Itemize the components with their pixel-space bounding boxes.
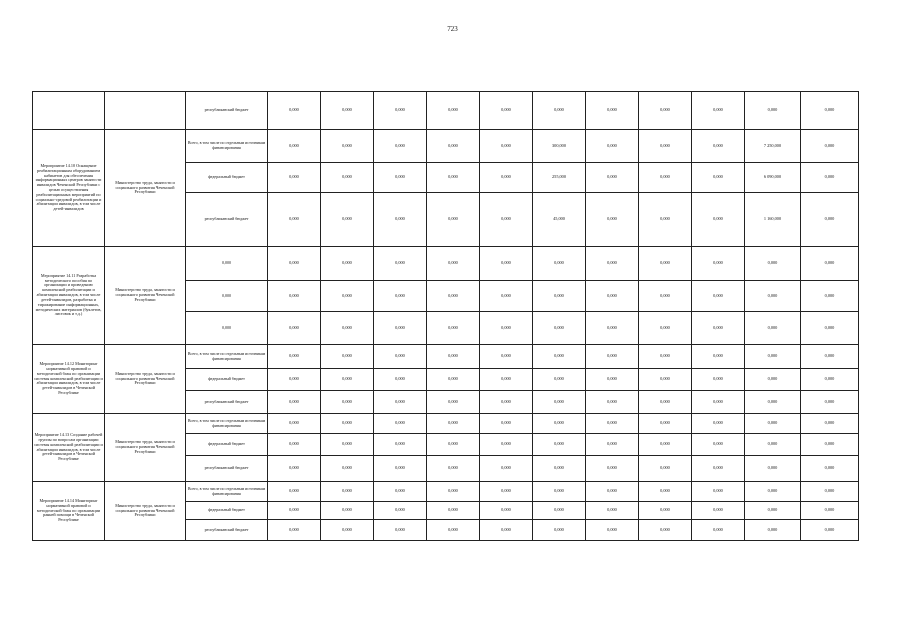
amount-cell: 0,000 [801, 247, 859, 281]
amount-cell: 0,000 [533, 92, 586, 130]
amount-cell: 0,000 [533, 312, 586, 345]
funding-source-cell: республиканский бюджет [186, 520, 268, 541]
amount-cell: 0,000 [374, 130, 427, 163]
amount-cell: 0,000 [427, 193, 480, 247]
funding-source-cell: Всего, в том числе по отдельным источникам финансирования [186, 414, 268, 434]
amount-cell: 0,000 [745, 247, 801, 281]
amount-cell: 0,000 [427, 502, 480, 520]
amount-cell: 0,000 [586, 456, 639, 482]
amount-cell: 0,000 [692, 414, 745, 434]
amount-cell: 0,000 [533, 247, 586, 281]
funding-source-cell: 0,000 [186, 247, 268, 281]
amount-cell: 0,000 [427, 369, 480, 391]
amount-cell: 0,000 [692, 520, 745, 541]
amount-cell: 0,000 [639, 434, 692, 456]
event-name-cell: Мероприятие 14.11 Разработка методического пособия по организации и проведению комплексной реабилитации и абилитации инвалидов, в том числе детей-инвалидов, разработка и тиражирование информационных, методических материалов (буклетов, листовок и т.д.) [33, 247, 105, 345]
amount-cell: 0,000 [427, 520, 480, 541]
funding-source-cell: Всего, в том числе по отдельным источникам финансирования [186, 482, 268, 502]
amount-cell: 0,000 [639, 193, 692, 247]
amount-cell: 0,000 [374, 502, 427, 520]
amount-cell: 0,000 [533, 482, 586, 502]
amount-cell: 0,000 [639, 130, 692, 163]
amount-cell: 0,000 [586, 482, 639, 502]
amount-cell: 0,000 [427, 92, 480, 130]
amount-cell: 0,000 [480, 247, 533, 281]
amount-cell: 0,000 [427, 391, 480, 414]
amount-cell: 300,000 [533, 130, 586, 163]
amount-cell: 0,000 [374, 520, 427, 541]
amount-cell: 0,000 [480, 434, 533, 456]
funding-source-cell: Всего, в том числе по отдельным источникам финансирования [186, 130, 268, 163]
amount-cell: 0,000 [268, 130, 321, 163]
executor-cell: Министерство труда, занятости и социального развития Чеченской Республики [105, 345, 186, 414]
table-row [33, 92, 859, 130]
amount-cell: 0,000 [321, 369, 374, 391]
table-row [33, 247, 859, 281]
event-name-cell: Мероприятие 14.10 Оснащение реабилитационным оборудованием кабинетов для обеспечения информационных центров занятости инвалидов Чеченской Республики с целью осуществления реабилитационных мероприятий по социально-средовой реабилитации и абилитации инвалидов, в том числе детей-инвалидов [33, 130, 105, 247]
amount-cell: 0,000 [801, 92, 859, 130]
budget-body [33, 92, 859, 541]
amount-cell: 0,000 [480, 369, 533, 391]
amount-cell: 0,000 [745, 414, 801, 434]
event-name-cell: Мероприятие 14.12 Мониторинг нормативной правовой и методической базы по организации системы комплексной реабилитации и абилитации инвалидов, в том числе детей-инвалидов в Чеченской Республике [33, 345, 105, 414]
amount-cell: 0,000 [480, 456, 533, 482]
funding-source-cell: Всего, в том числе по отдельным источникам финансирования [186, 345, 268, 369]
funding-source-cell: федеральный бюджет [186, 434, 268, 456]
amount-cell: 0,000 [745, 312, 801, 345]
amount-cell: 0,000 [427, 312, 480, 345]
amount-cell: 0,000 [480, 502, 533, 520]
amount-cell: 0,000 [268, 414, 321, 434]
amount-cell: 0,000 [321, 456, 374, 482]
amount-cell: 0,000 [374, 163, 427, 193]
amount-cell: 0,000 [801, 434, 859, 456]
event-name-cell: Мероприятие 14.13 Создание рабочей группы по вопросам организации системы комплексной реабилитации и абилитации инвалидов, в том числе детей-инвалидов в Чеченской Республике [33, 414, 105, 482]
amount-cell: 0,000 [745, 502, 801, 520]
amount-cell: 0,000 [268, 456, 321, 482]
amount-cell: 0,000 [427, 281, 480, 312]
amount-cell: 0,000 [268, 434, 321, 456]
amount-cell: 0,000 [801, 130, 859, 163]
amount-cell: 0,000 [533, 345, 586, 369]
amount-cell: 0,000 [639, 312, 692, 345]
amount-cell: 0,000 [639, 281, 692, 312]
funding-source-cell: федеральный бюджет [186, 502, 268, 520]
amount-cell: 0,000 [268, 92, 321, 130]
amount-cell: 0,000 [321, 502, 374, 520]
executor-cell: Министерство труда, занятости и социального развития Чеченской Республики [105, 130, 186, 247]
amount-cell: 0,000 [801, 391, 859, 414]
amount-cell: 0,000 [745, 520, 801, 541]
amount-cell: 0,000 [427, 345, 480, 369]
event-name-cell [33, 92, 105, 130]
amount-cell: 0,000 [268, 312, 321, 345]
amount-cell: 0,000 [374, 434, 427, 456]
amount-cell: 0,000 [321, 281, 374, 312]
amount-cell: 0,000 [801, 482, 859, 502]
amount-cell: 0,000 [639, 414, 692, 434]
amount-cell: 0,000 [480, 92, 533, 130]
amount-cell: 0,000 [533, 520, 586, 541]
amount-cell: 0,000 [321, 247, 374, 281]
funding-source-cell: республиканский бюджет [186, 456, 268, 482]
amount-cell: 0,000 [321, 345, 374, 369]
amount-cell: 0,000 [268, 502, 321, 520]
amount-cell: 0,000 [692, 391, 745, 414]
amount-cell: 0,000 [321, 414, 374, 434]
amount-cell: 0,000 [586, 434, 639, 456]
amount-cell: 0,000 [374, 482, 427, 502]
amount-cell: 0,000 [268, 482, 321, 502]
amount-cell: 0,000 [533, 456, 586, 482]
amount-cell: 0,000 [268, 345, 321, 369]
table-row [33, 414, 859, 434]
funding-source-cell: федеральный бюджет [186, 163, 268, 193]
amount-cell: 0,000 [801, 502, 859, 520]
amount-cell: 0,000 [639, 345, 692, 369]
amount-cell: 0,000 [427, 434, 480, 456]
amount-cell: 0,000 [586, 193, 639, 247]
amount-cell: 0,000 [427, 414, 480, 434]
amount-cell: 0,000 [692, 130, 745, 163]
amount-cell: 0,000 [374, 345, 427, 369]
funding-source-cell: 0,000 [186, 281, 268, 312]
amount-cell: 0,000 [321, 482, 374, 502]
table-row [33, 130, 859, 163]
executor-cell: Министерство труда, занятости и социального развития Чеченской Республики [105, 247, 186, 345]
amount-cell: 0,000 [374, 193, 427, 247]
amount-cell: 0,000 [639, 456, 692, 482]
amount-cell: 0,000 [427, 247, 480, 281]
amount-cell: 0,000 [745, 391, 801, 414]
amount-cell: 0,000 [586, 369, 639, 391]
amount-cell: 0,000 [801, 281, 859, 312]
amount-cell: 0,000 [533, 391, 586, 414]
funding-source-cell: 0,000 [186, 312, 268, 345]
amount-cell: 0,000 [427, 163, 480, 193]
amount-cell: 0,000 [745, 92, 801, 130]
amount-cell: 0,000 [321, 434, 374, 456]
amount-cell: 0,000 [374, 281, 427, 312]
amount-cell: 0,000 [639, 163, 692, 193]
amount-cell: 0,000 [586, 281, 639, 312]
amount-cell: 0,000 [533, 369, 586, 391]
amount-cell: 0,000 [321, 193, 374, 247]
amount-cell: 7 250,000 [745, 130, 801, 163]
budget-table [32, 91, 859, 541]
amount-cell: 0,000 [801, 414, 859, 434]
amount-cell: 0,000 [374, 92, 427, 130]
amount-cell: 1 160,000 [745, 193, 801, 247]
amount-cell: 0,000 [480, 414, 533, 434]
amount-cell: 0,000 [427, 482, 480, 502]
amount-cell: 0,000 [480, 482, 533, 502]
amount-cell: 0,000 [268, 281, 321, 312]
amount-cell: 0,000 [321, 163, 374, 193]
amount-cell: 0,000 [268, 520, 321, 541]
amount-cell: 0,000 [480, 312, 533, 345]
amount-cell: 0,000 [480, 391, 533, 414]
amount-cell: 0,000 [692, 434, 745, 456]
amount-cell: 0,000 [639, 520, 692, 541]
amount-cell: 0,000 [586, 247, 639, 281]
amount-cell: 0,000 [692, 502, 745, 520]
amount-cell: 0,000 [692, 369, 745, 391]
amount-cell: 0,000 [692, 163, 745, 193]
amount-cell: 0,000 [639, 391, 692, 414]
amount-cell: 0,000 [692, 345, 745, 369]
amount-cell: 0,000 [639, 92, 692, 130]
amount-cell: 0,000 [427, 130, 480, 163]
amount-cell: 0,000 [374, 247, 427, 281]
amount-cell: 0,000 [801, 163, 859, 193]
table-row [33, 482, 859, 502]
amount-cell: 0,000 [639, 502, 692, 520]
amount-cell: 0,000 [639, 247, 692, 281]
amount-cell: 45,000 [533, 193, 586, 247]
amount-cell: 0,000 [801, 345, 859, 369]
event-name-cell: Мероприятие 14.14 Мониторинг нормативной правовой и методической базы по организации ранней помощи в Чеченской Республике [33, 482, 105, 541]
amount-cell: 0,000 [480, 193, 533, 247]
amount-cell: 0,000 [692, 92, 745, 130]
amount-cell: 0,000 [745, 456, 801, 482]
amount-cell: 0,000 [533, 414, 586, 434]
amount-cell: 0,000 [639, 482, 692, 502]
amount-cell: 0,000 [268, 247, 321, 281]
funding-source-cell: республиканский бюджет [186, 193, 268, 247]
amount-cell: 0,000 [427, 456, 480, 482]
funding-source-cell: федеральный бюджет [186, 369, 268, 391]
amount-cell: 0,000 [692, 456, 745, 482]
amount-cell: 0,000 [745, 369, 801, 391]
amount-cell: 0,000 [480, 345, 533, 369]
amount-cell: 6 090,000 [745, 163, 801, 193]
amount-cell: 0,000 [586, 163, 639, 193]
amount-cell: 0,000 [374, 312, 427, 345]
amount-cell: 0,000 [268, 193, 321, 247]
amount-cell: 0,000 [801, 312, 859, 345]
amount-cell: 0,000 [745, 345, 801, 369]
amount-cell: 0,000 [586, 520, 639, 541]
amount-cell: 0,000 [586, 92, 639, 130]
amount-cell: 0,000 [801, 369, 859, 391]
amount-cell: 0,000 [533, 281, 586, 312]
amount-cell: 0,000 [586, 414, 639, 434]
amount-cell: 0,000 [533, 502, 586, 520]
amount-cell: 0,000 [321, 312, 374, 345]
amount-cell: 0,000 [801, 520, 859, 541]
executor-cell: Министерство труда, занятости и социального развития Чеченской Республики [105, 414, 186, 482]
amount-cell: 0,000 [268, 163, 321, 193]
amount-cell: 0,000 [480, 520, 533, 541]
amount-cell: 0,000 [321, 391, 374, 414]
amount-cell: 0,000 [692, 193, 745, 247]
amount-cell: 0,000 [268, 369, 321, 391]
amount-cell: 0,000 [268, 391, 321, 414]
amount-cell: 0,000 [692, 312, 745, 345]
executor-cell: Министерство труда, занятости и социального развития Чеченской Республики [105, 482, 186, 541]
amount-cell: 0,000 [480, 281, 533, 312]
amount-cell: 0,000 [374, 414, 427, 434]
amount-cell: 0,000 [801, 193, 859, 247]
amount-cell: 0,000 [745, 434, 801, 456]
amount-cell: 0,000 [801, 456, 859, 482]
amount-cell: 0,000 [692, 247, 745, 281]
amount-cell: 0,000 [692, 281, 745, 312]
amount-cell: 0,000 [745, 482, 801, 502]
amount-cell: 0,000 [586, 391, 639, 414]
amount-cell: 255,000 [533, 163, 586, 193]
amount-cell: 0,000 [480, 163, 533, 193]
amount-cell: 0,000 [586, 130, 639, 163]
table-row [33, 345, 859, 369]
funding-source-cell: республиканский бюджет [186, 391, 268, 414]
amount-cell: 0,000 [692, 482, 745, 502]
amount-cell: 0,000 [586, 502, 639, 520]
amount-cell: 0,000 [480, 130, 533, 163]
amount-cell: 0,000 [321, 92, 374, 130]
page-number: 723 [447, 25, 458, 33]
funding-source-cell: республиканский бюджет [186, 92, 268, 130]
amount-cell: 0,000 [374, 456, 427, 482]
amount-cell: 0,000 [321, 130, 374, 163]
amount-cell: 0,000 [639, 369, 692, 391]
amount-cell: 0,000 [374, 391, 427, 414]
amount-cell: 0,000 [374, 369, 427, 391]
executor-cell [105, 92, 186, 130]
amount-cell: 0,000 [745, 281, 801, 312]
amount-cell: 0,000 [533, 434, 586, 456]
amount-cell: 0,000 [321, 520, 374, 541]
amount-cell: 0,000 [586, 312, 639, 345]
amount-cell: 0,000 [586, 345, 639, 369]
